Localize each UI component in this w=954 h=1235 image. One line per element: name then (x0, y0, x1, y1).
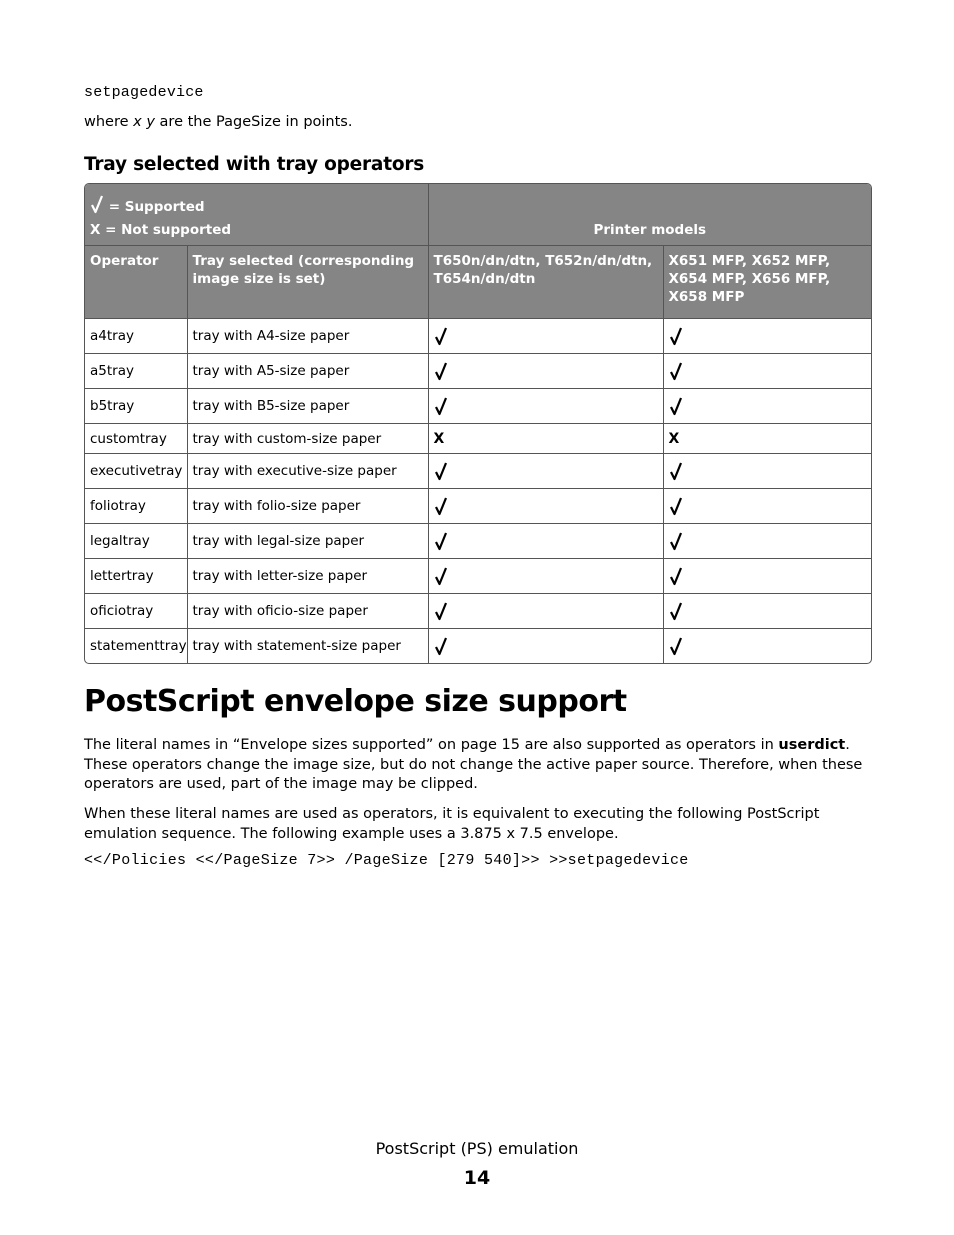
envelope-section-heading: PostScript envelope size support (84, 684, 627, 719)
footer-title: PostScript (PS) emulation (375, 1139, 579, 1158)
tray-description-cell: tray with A5-size paper (187, 354, 428, 389)
operator-cell: statementtray (85, 629, 187, 664)
col-header-t65x-models: T650n/dn/dtn, T652n/dn/dtn, T654n/dn/dtn (428, 246, 663, 319)
check-icon (669, 531, 683, 551)
operator-cell: a4tray (85, 319, 187, 354)
support-cell-x65x (663, 559, 871, 594)
pagesize-explanation (84, 114, 352, 130)
check-icon (434, 636, 448, 656)
support-cell-t65x (428, 524, 663, 559)
tray-description-cell: tray with letter-size paper (187, 559, 428, 594)
support-cell-t65x (428, 424, 663, 454)
operator-cell: foliotray (85, 489, 187, 524)
where-prefix: where (84, 114, 134, 130)
operator-cell: lettertray (85, 559, 187, 594)
support-cell-t65x (428, 454, 663, 489)
check-icon (669, 601, 683, 621)
operator-cell: legaltray (85, 524, 187, 559)
support-cell-x65x (663, 454, 871, 489)
support-cell-t65x (428, 629, 663, 664)
tray-description-cell: tray with statement-size paper (187, 629, 428, 664)
support-cell-x65x (663, 424, 871, 454)
support-cell-t65x (428, 354, 663, 389)
not-supported-mark: X (668, 430, 680, 447)
support-cell-t65x (428, 559, 663, 594)
check-icon (434, 326, 448, 346)
check-icon (669, 496, 683, 516)
table-row (85, 389, 871, 424)
operator-cell: executivetray (85, 454, 187, 489)
legend-not-supported: X = Not supported (90, 222, 232, 238)
col-header-tray-selected: Tray selected (corresponding image size is set) (187, 246, 428, 319)
legend-supported: = Supported (90, 194, 423, 219)
tray-operators-heading: Tray selected with tray operators (84, 154, 425, 175)
check-icon (434, 531, 448, 551)
check-icon (434, 461, 448, 481)
support-cell-t65x (428, 389, 663, 424)
tray-description-cell: tray with custom-size paper (187, 424, 428, 454)
support-cell-x65x (663, 524, 871, 559)
operator-cell: customtray (85, 424, 187, 454)
support-cell-t65x (428, 489, 663, 524)
check-icon (434, 566, 448, 586)
tray-description-cell: tray with A4-size paper (187, 319, 428, 354)
table-row (85, 559, 871, 594)
support-cell-x65x (663, 629, 871, 664)
not-supported-mark: X (433, 430, 445, 447)
check-icon (434, 361, 448, 381)
col-header-operator: Operator (85, 246, 187, 319)
code-setpagedevice: setpagedevice (84, 84, 204, 101)
check-icon (669, 566, 683, 586)
tray-description-cell: tray with executive-size paper (187, 454, 428, 489)
table-row (85, 454, 871, 489)
check-icon (434, 396, 448, 416)
table-row (85, 489, 871, 524)
check-icon (669, 326, 683, 346)
printer-models-header: Printer models (428, 184, 871, 246)
operator-cell: a5tray (85, 354, 187, 389)
tray-description-cell: tray with B5-size paper (187, 389, 428, 424)
support-cell-x65x (663, 354, 871, 389)
where-suffix: are the PageSize in points. (154, 114, 353, 130)
check-icon (90, 194, 104, 214)
table-row (85, 319, 871, 354)
where-variables: x y (133, 114, 155, 130)
tray-operators-table (84, 183, 872, 664)
table-row (85, 594, 871, 629)
support-cell-t65x (428, 594, 663, 629)
support-cell-x65x (663, 389, 871, 424)
table-row (85, 524, 871, 559)
table-row (85, 629, 871, 664)
operator-cell: b5tray (85, 389, 187, 424)
envelope-paragraph-2: When these literal names are used as operators, it is equivalent to executing the following PostScript emulation sequence. The following example uses a 3.875 x 7.5 envelope. (84, 806, 820, 842)
table-row (85, 354, 871, 389)
check-icon (669, 396, 683, 416)
col-header-x65x-models: X651 MFP, X652 MFP, X654 MFP, X656 MFP, X658 MFP (663, 246, 871, 319)
support-cell-x65x (663, 319, 871, 354)
tray-description-cell: tray with legal-size paper (187, 524, 428, 559)
check-icon (434, 496, 448, 516)
page-number: 14 (463, 1167, 491, 1189)
tray-description-cell: tray with oficio-size paper (187, 594, 428, 629)
support-cell-t65x (428, 319, 663, 354)
envelope-code-example: <</Policies <</PageSize 7>> /PageSize [279 540]>> >>setpagedevice (84, 852, 689, 869)
tray-description-cell: tray with folio-size paper (187, 489, 428, 524)
legend-cell (85, 184, 428, 246)
support-cell-x65x (663, 489, 871, 524)
check-icon (669, 361, 683, 381)
userdict-term: userdict (778, 737, 846, 753)
table-row (85, 424, 871, 454)
check-icon (434, 601, 448, 621)
support-cell-x65x (663, 594, 871, 629)
envelope-paragraph-1: The literal names in “Envelope sizes supported” on page 15 are also supported as operators in userdict. These operators change the image size, but do not change the active paper source. Therefore, when these operators are used, part of the image may be clipped. (84, 737, 863, 792)
check-icon (669, 636, 683, 656)
operator-cell: oficiotray (85, 594, 187, 629)
check-icon (669, 461, 683, 481)
